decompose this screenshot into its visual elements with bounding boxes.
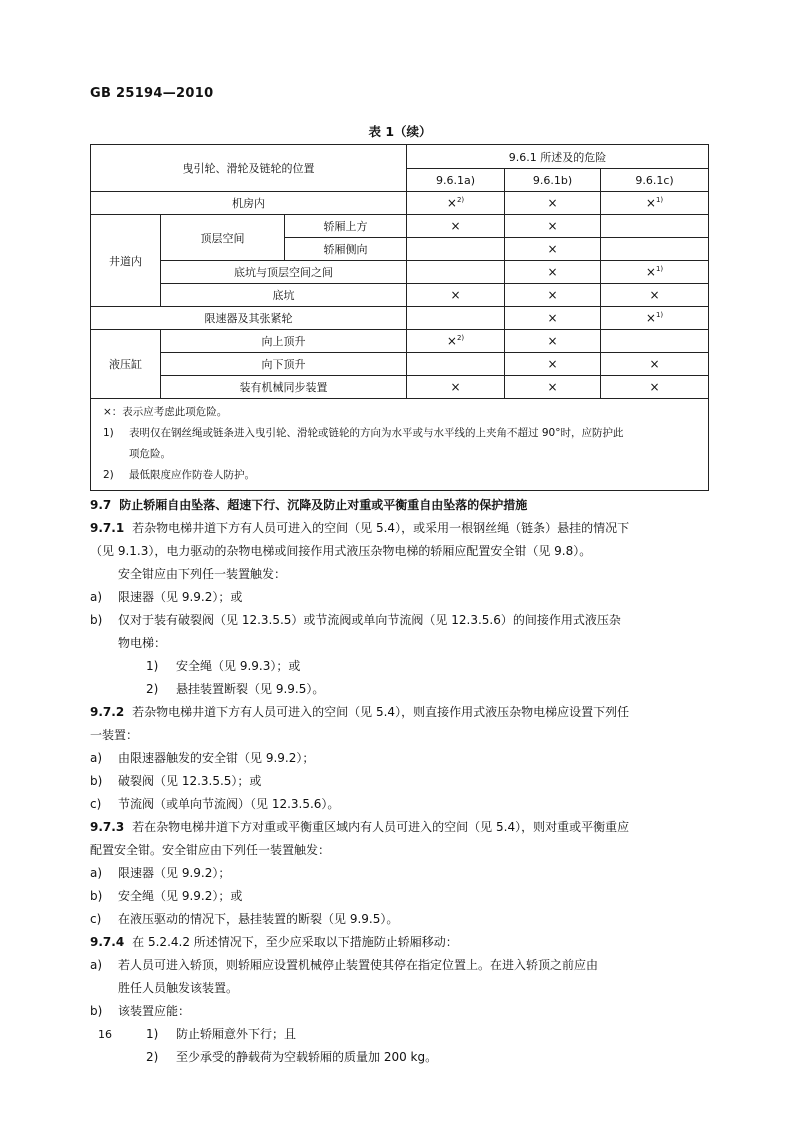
cell-c [601,215,709,238]
table-caption: 表 1（续） [368,124,432,139]
list-item: a) 若人员可进入轿顶，则轿厢应设置机械停止装置使其停在指定位置上。在进入轿顶之前应由 [90,958,599,972]
list-item: a) 限速器（见 9.9.2）；或 [90,590,243,604]
note-1-text: 表明仅在钢丝绳或链条进入曳引轮、滑轮或链轮的方向为水平或与水平线的上夹角不超过 90°时，应防护此 [129,427,624,439]
cell-c: × [601,353,709,376]
list-item: b) 仅对于装有破裂阀（见 12.3.5.5）或节流阀或单向节流阀（见 12.3.5.6）的间接作用式液压杂 [90,613,621,627]
group-headroom: 顶层空间 [161,215,285,261]
list-item-cont: 胜任人员触发该装置。 [118,981,239,995]
row-mech-sync [91,376,709,399]
row-above-car [91,215,709,238]
group-hydraulic: 液压缸 [91,330,161,399]
cell-c: × [601,376,709,399]
cell-b: × [505,376,601,399]
sub-item: 1) 安全绳（见 9.9.3）；或 [146,659,301,673]
cell-a: ×$^{2)}$ [407,330,505,353]
cell-b: × [505,215,601,238]
hazard-col-a: 9.6.1a) [407,169,505,192]
list-item: c) 在液压驱动的情况下，悬挂装置的断裂（见 9.9.5）。 [90,912,399,926]
note-1-cont: 项危险。 [129,448,171,460]
cell-a [407,261,505,284]
standard-code: GB 25194—2010 [90,86,214,101]
clause-9-7-2-cont: 一装置： [90,728,139,742]
hazard-table [90,144,709,491]
row-label: 底坑与顶层空间之间 [161,261,407,284]
cell-c [601,330,709,353]
cell-a [407,238,505,261]
section-9-7-title: 9.7 防止轿厢自由坠落、超速下行、沉降及防止对重或平衡重自由坠落的保护措施 [90,498,528,512]
cell-c: ×$^{1)}$ [601,192,709,215]
clause-9-7-1-cont: （见 9.1.3），电力驱动的杂物电梯或间接作用式液压杂物电梯的轿厢应配置安全钳（见 9.8）。 [90,544,592,558]
row-label: 轿厢上方 [285,215,407,238]
cell-a: × [407,376,505,399]
note-2-text: 最低限度应作防卷人防护。 [129,469,255,481]
cell-a: ×$^{2)}$ [407,192,505,215]
list-item-cont: 物电梯： [118,636,167,650]
hazard-col-c: 9.6.1c) [601,169,709,192]
cell-c: × [601,284,709,307]
list-item: b) 安全绳（见 9.9.2）；或 [90,889,243,903]
cell-b: × [505,353,601,376]
list-item: c) 节流阀（或单向节流阀）（见 12.3.5.6）。 [90,797,340,811]
row-label: 底坑 [161,284,407,307]
cell-b: × [505,238,601,261]
hazard-header: 9.6.1 所述及的危险 [407,145,709,169]
cell-a: × [407,215,505,238]
page-number: 16 [98,1028,112,1041]
row-label: 限速器及其张紧轮 [91,307,407,330]
cell-b: × [505,284,601,307]
note-1-num: 1) [103,427,114,439]
note-2-num: 2) [103,469,114,481]
clause-9-7-2: 9.7.2 若杂物电梯井道下方有人员可进入的空间（见 5.4），则直接作用式液压杂物电梯应设置下列任 [90,705,630,719]
clause-9-7-1: 9.7.1 若杂物电梯井道下方有人员可进入的空间（见 5.4），或采用一根钢丝绳（链条）悬挂的情况下 [90,521,630,535]
note-mark: ×：表示应考虑此项危险。 [103,406,228,418]
row-jack-down [91,353,709,376]
row-governor [91,307,709,330]
location-header: 曳引轮、滑轮及链轮的位置 [91,145,407,192]
note-1 [103,423,700,444]
cell-b: × [505,307,601,330]
group-shaft: 井道内 [91,215,161,307]
cell-a [407,353,505,376]
row-label: 装有机械同步装置 [161,376,407,399]
row-label: 向下顶升 [161,353,407,376]
row-pit-to-head [91,261,709,284]
body-text [90,494,716,1069]
list-item: a) 由限速器触发的安全钳（见 9.9.2）； [90,751,315,765]
clause-9-7-3-cont: 配置安全钳。安全钳应由下列任一装置触发： [90,843,331,857]
hazard-col-b: 9.6.1b) [505,169,601,192]
cell-b: × [505,192,601,215]
cell-b: × [505,330,601,353]
note-2 [103,465,700,486]
clause-9-7-4: 9.7.4 在 5.2.4.2 所述情况下，至少应采取以下措施防止轿厢移动： [90,935,458,949]
row-label: 轿厢侧向 [285,238,407,261]
cell-a: × [407,284,505,307]
list-item: b) 破裂阀（见 12.3.5.5）；或 [90,774,262,788]
row-label: 机房内 [91,192,407,215]
sub-item: 2) 至少承受的静载荷为空载轿厢的质量加 200 kg。 [146,1050,438,1064]
sub-item: 1) 防止轿厢意外下行；且 [146,1027,297,1041]
cell-a [407,307,505,330]
cell-c: ×$^{1)}$ [601,261,709,284]
table-notes [91,399,709,491]
sub-item: 2) 悬挂装置断裂（见 9.9.5）。 [146,682,325,696]
cell-b: × [505,261,601,284]
row-jack-up [91,330,709,353]
row-machine-room [91,192,709,215]
row-pit [91,284,709,307]
list-item: b) 该装置应能： [90,1004,191,1018]
cell-c: ×$^{1)}$ [601,307,709,330]
cell-c [601,238,709,261]
clause-9-7-1-lead: 安全钳应由下列任一装置触发： [118,567,287,581]
row-label: 向上顶升 [161,330,407,353]
clause-9-7-3: 9.7.3 若在杂物电梯井道下方对重或平衡重区域内有人员可进入的空间（见 5.4），则对重或平衡重应 [90,820,630,834]
list-item: a) 限速器（见 9.9.2）； [90,866,231,880]
